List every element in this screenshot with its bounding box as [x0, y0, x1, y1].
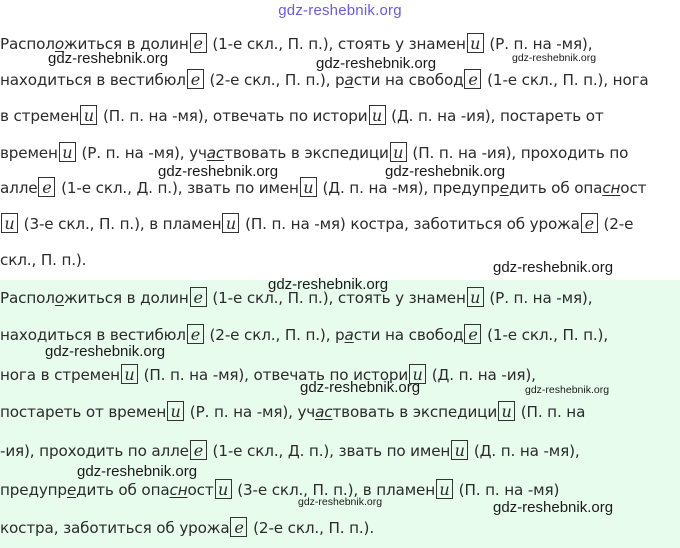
text-line: нога в стремен и (П. п. на -мя), отвечать по истори и (Д. п. на -ия), — [0, 365, 536, 384]
ending-box: и — [80, 105, 97, 125]
stressed-letter: е — [66, 481, 77, 499]
stressed-letter: о — [54, 35, 65, 53]
ending-box: е — [464, 69, 481, 89]
text-line: -ия), проходить по алле е (1-е скл., Д. п.), звать по имен и (Д. п. на -мя), — [0, 441, 580, 460]
text-line: и (3-е скл., П. п.), в пламен и (П. п. на -мя) костра, заботиться об урожа е (2-е — [0, 213, 633, 235]
ending-box: е — [230, 517, 247, 537]
ending-box: и — [498, 401, 515, 421]
text-line: Расположиться в долин е (1-е скл., П. п.), стоять у знамен и (Р. п. на -мя), — [0, 288, 593, 307]
header-watermark: gdz-reshebnik.org — [278, 2, 402, 19]
stressed-letter: а — [344, 71, 354, 89]
ending-box: е — [581, 213, 598, 233]
watermark: gdz-reshebnik.org — [77, 463, 198, 480]
watermark: gdz-reshebnik.org — [493, 259, 614, 276]
text-line: Расположиться в долин е (1-е скл., П. п.), стоять у знамен и (Р. п. на -мя), — [0, 34, 593, 53]
text-line: алле е (1-е скл., Д. п.), звать по имен и (Д. п. на -мя), предупредить об опасност — [0, 178, 647, 197]
stressed-letters: сн — [602, 179, 621, 197]
text-line: в стремен и (П. п. на -мя), отвечать по истори и (Д. п. на -ия), постареть от — [0, 106, 604, 125]
ending-box: и — [1, 213, 18, 233]
text-line: предупредить об опасност и (3-е скл., П. п.), в пламен и (П. п. на -мя) — [0, 480, 560, 499]
watermark: gdz-reshebnik.org — [268, 276, 389, 293]
text-line: времен и (Р. п. на -мя), участвовать в экспедици и (П. п. на -ия), проходить по — [0, 143, 629, 162]
stressed-letter: о — [54, 289, 65, 307]
watermark: gdz-reshebnik.org — [385, 163, 506, 180]
ending-box: и — [451, 440, 468, 460]
stressed-letters: ас — [315, 403, 333, 421]
text-line: постареть от времен и (Р. п. на -мя), участвовать в экспедици и (П. п. на — [0, 402, 586, 421]
ending-box: и — [436, 479, 453, 499]
ending-box: е — [187, 324, 204, 344]
stressed-letters: сн — [169, 481, 188, 499]
watermark: gdz-reshebnik.org — [158, 163, 279, 180]
watermark: gdz-reshebnik.org — [300, 379, 421, 396]
ending-box: е — [190, 287, 207, 307]
ending-box: е — [190, 440, 207, 460]
watermark: gdz-reshebnik.org — [298, 496, 383, 508]
watermark: gdz-reshebnik.org — [525, 384, 610, 396]
watermark: gdz-reshebnik.org — [45, 343, 166, 360]
ending-box: е — [38, 177, 55, 197]
text-line: находиться в вестибюл е (2-е скл., П. п.), расти на свобод е (1-е скл., П. п.), нога — [0, 70, 649, 89]
watermark: gdz-reshebnik.org — [512, 52, 597, 64]
ending-box: и — [467, 287, 484, 307]
stressed-letters: ас — [206, 144, 225, 162]
stressed-letter: е — [499, 179, 509, 197]
ending-box: и — [300, 177, 317, 197]
ending-box: е — [187, 69, 204, 89]
ending-box: и — [369, 105, 386, 125]
ending-box: и — [222, 213, 239, 233]
ending-box: и — [215, 479, 232, 499]
ending-box: е — [190, 33, 207, 53]
ending-box: и — [59, 142, 76, 162]
watermark: gdz-reshebnik.org — [316, 55, 437, 72]
ending-box: е — [464, 324, 481, 344]
ending-box: и — [409, 364, 426, 384]
text-line: костра, заботиться об урожа е (2-е скл., П. п.). — [0, 518, 375, 537]
text-line: скл., П. п.). — [0, 251, 87, 269]
ending-box: и — [167, 401, 184, 421]
text-line: находиться в вестибюл е (2-е скл., П. п.), расти на свобод е (1-е скл., П. п.), — [0, 325, 609, 344]
ending-box: и — [467, 33, 484, 53]
watermark: gdz-reshebnik.org — [493, 499, 614, 516]
stressed-letter: а — [344, 326, 354, 344]
ending-box: и — [121, 364, 138, 384]
watermark: gdz-reshebnik.org — [48, 50, 169, 67]
ending-box: и — [390, 142, 407, 162]
